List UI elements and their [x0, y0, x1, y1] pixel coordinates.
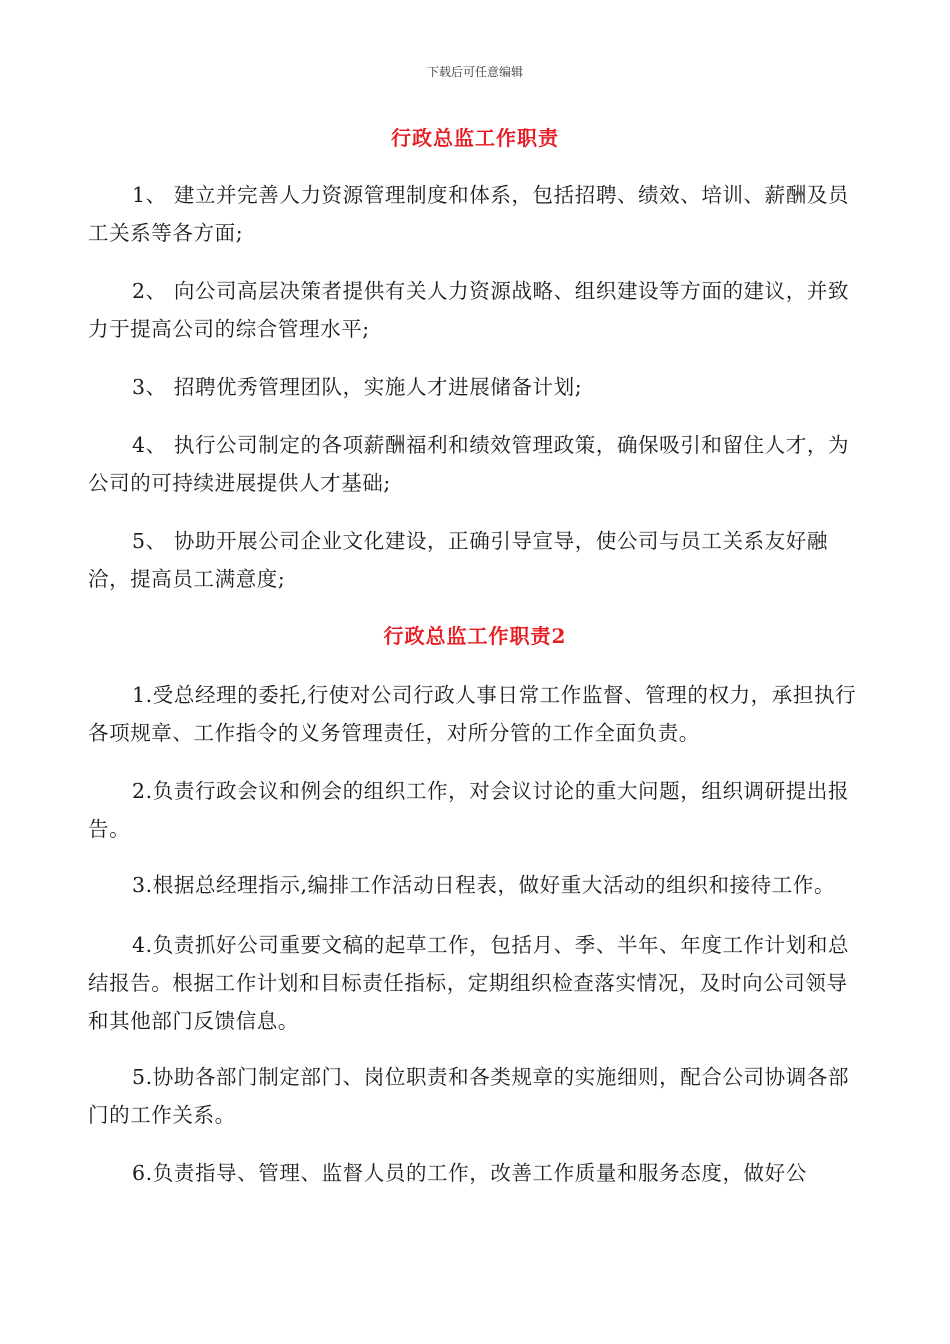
section1-item-4: 4、 执行公司制定的各项薪酬福利和绩效管理政策，确保吸引和留住人才，为公司的可持续进展提供人才基础; [88, 433, 850, 495]
section-title-2: 行政总监工作职责2 [383, 624, 567, 648]
section1-item-1: 1、 建立并完善人力资源管理制度和体系，包括招聘、绩效、培训、薪酬及员工关系等各方面; [88, 183, 850, 245]
section1-item-5: 5、 协助开展公司企业文化建设，正确引导宣导，使公司与员工关系友好融洽，提高员工满意度; [88, 529, 828, 591]
section2-item-5: 5.协助各部门制定部门、岗位职责和各类规章的实施细则，配合公司协调各部门的工作关系。 [88, 1065, 850, 1127]
section2-item-4: 4.负责抓好公司重要文稿的起草工作，包括月、季、半年、年度工作计划和总结报告。根据工作计划和目标责任指标，定期组织检查落实情况，及时向公司领导和其他部门反馈信息。 [88, 933, 850, 1033]
header-note: 下载后可任意编辑 [426, 65, 523, 79]
section2-item-6: 6.负责指导、管理、监督人员的工作，改善工作质量和服务态度，做好公 [132, 1161, 807, 1185]
section2-item-3: 3.根据总经理指示,编排工作活动日程表，做好重大活动的组织和接待工作。 [132, 873, 836, 897]
section1-item-2: 2、 向公司高层决策者提供有关人力资源战略、组织建设等方面的建议，并致力于提高公司的综合管理水平; [88, 279, 850, 341]
section-title-1: 行政总监工作职责 [391, 126, 559, 150]
section1-item-3: 3、 招聘优秀管理团队，实施人才进展储备计划; [132, 375, 583, 399]
section2-item-2: 2.负责行政会议和例会的组织工作，对会议讨论的重大问题，组织调研提出报告。 [88, 779, 850, 841]
section2-item-1: 1.受总经理的委托,行使对公司行政人事日常工作监督、管理的权力，承担执行各项规章、工作指令的义务管理责任，对所分管的工作全面负责。 [88, 683, 857, 745]
